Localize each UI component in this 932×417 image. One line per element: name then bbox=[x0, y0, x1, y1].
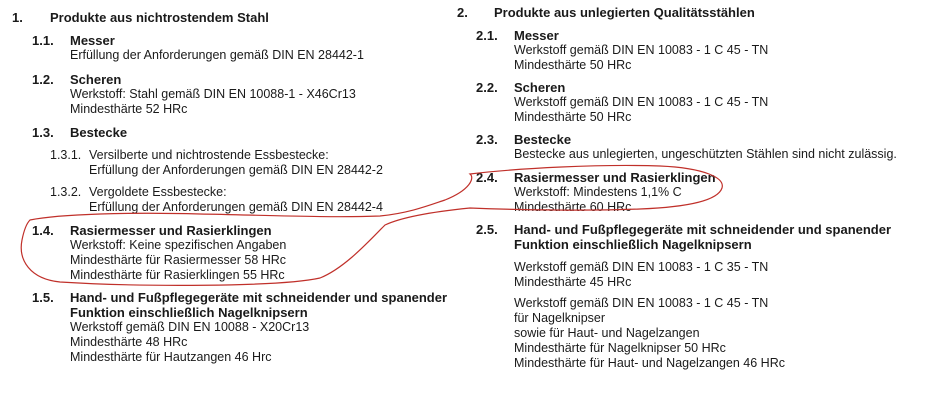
item-text: Versilberte und nichtrostende Essbestecke: bbox=[89, 148, 329, 162]
item-title-continued: Funktion einschließlich Nagelknipsern bbox=[514, 237, 752, 252]
item-title: Hand- und Fußpflegegeräte mit schneidender und spanender bbox=[70, 290, 448, 305]
item-text: Bestecke aus unlegierten, ungeschützten Stählen sind nicht zulässig. bbox=[514, 147, 897, 161]
item-number: 1.2. bbox=[32, 72, 54, 87]
item-text: Erfüllung der Anforderungen gemäß DIN EN 28442-4 bbox=[89, 200, 383, 214]
item-title: Messer bbox=[514, 28, 559, 43]
item-text: Werkstoff gemäß DIN EN 10083 - 1 C 45 - TN bbox=[514, 296, 769, 310]
item-text: Mindesthärte für Rasiermesser 58 HRc bbox=[70, 253, 287, 267]
item-text: Mindesthärte 52 HRc bbox=[70, 102, 188, 116]
item-text: Mindesthärte 50 HRc bbox=[514, 110, 632, 124]
item-text: Werkstoff: Keine spezifischen Angaben bbox=[70, 238, 287, 252]
item-number: 2.5. bbox=[476, 222, 498, 237]
item-text: Mindesthärte für Rasierklingen 55 HRc bbox=[70, 268, 285, 282]
item-text: Vergoldete Essbestecke: bbox=[89, 185, 227, 199]
item-text: für Nagelknipser bbox=[514, 311, 606, 325]
item-text: Werkstoff: Stahl gemäß DIN EN 10088-1 - X46Cr13 bbox=[70, 87, 356, 101]
item-number: 1.5. bbox=[32, 290, 54, 305]
item-number: 1.3. bbox=[32, 125, 54, 140]
item-number: 2.4. bbox=[476, 170, 498, 185]
item-text: Werkstoff: Mindestens 1,1% C bbox=[514, 185, 682, 199]
item-text: Mindesthärte 45 HRc bbox=[514, 275, 632, 289]
item-text: Mindesthärte für Nagelknipser 50 HRc bbox=[514, 341, 726, 355]
item-text: Erfüllung der Anforderungen gemäß DIN EN 28442-1 bbox=[70, 48, 364, 62]
item-number: 1.1. bbox=[32, 33, 54, 48]
item-text: sowie für Haut- und Nagelzangen bbox=[514, 326, 700, 340]
item-text: Werkstoff gemäß DIN EN 10083 - 1 C 35 - TN bbox=[514, 260, 769, 274]
item-text: Mindesthärte 60 HRc bbox=[514, 200, 632, 214]
item-text: Werkstoff gemäß DIN EN 10083 - 1 C 45 - TN bbox=[514, 43, 769, 57]
section-title: Produkte aus nichtrostendem Stahl bbox=[50, 10, 269, 25]
subitem-number: 1.3.2. bbox=[50, 185, 82, 199]
item-title: Rasiermesser und Rasierklingen bbox=[70, 223, 272, 238]
item-title: Messer bbox=[70, 33, 115, 48]
item-text: Mindesthärte für Hautzangen 46 Hrc bbox=[70, 350, 272, 364]
item-text: Werkstoff gemäß DIN EN 10088 - X20Cr13 bbox=[70, 320, 310, 334]
item-text: Mindesthärte 50 HRc bbox=[514, 58, 632, 72]
item-title: Scheren bbox=[70, 72, 122, 87]
item-text: Erfüllung der Anforderungen gemäß DIN EN 28442-2 bbox=[89, 163, 383, 177]
item-number: 2.3. bbox=[476, 132, 498, 147]
item-title: Hand- und Fußpflegegeräte mit schneidender und spanender bbox=[514, 222, 892, 237]
item-text: Mindesthärte 48 HRc bbox=[70, 335, 188, 349]
item-title: Bestecke bbox=[70, 125, 128, 140]
item-title: Bestecke bbox=[514, 132, 572, 147]
section-number: 1. bbox=[12, 10, 23, 25]
section-title: Produkte aus unlegierten Qualitätsstählen bbox=[494, 5, 755, 20]
subitem-number: 1.3.1. bbox=[50, 148, 82, 162]
item-number: 2.2. bbox=[476, 80, 498, 95]
item-number: 2.1. bbox=[476, 28, 498, 43]
item-title: Scheren bbox=[514, 80, 566, 95]
item-number: 1.4. bbox=[32, 223, 54, 238]
item-title-continued: Funktion einschließlich Nagelknipsern bbox=[70, 305, 308, 320]
item-text: Mindesthärte für Haut- und Nagelzangen 46 HRc bbox=[514, 356, 785, 370]
item-text: Werkstoff gemäß DIN EN 10083 - 1 C 45 - TN bbox=[514, 95, 769, 109]
section-number: 2. bbox=[457, 5, 468, 20]
item-title: Rasiermesser und Rasierklingen bbox=[514, 170, 716, 185]
